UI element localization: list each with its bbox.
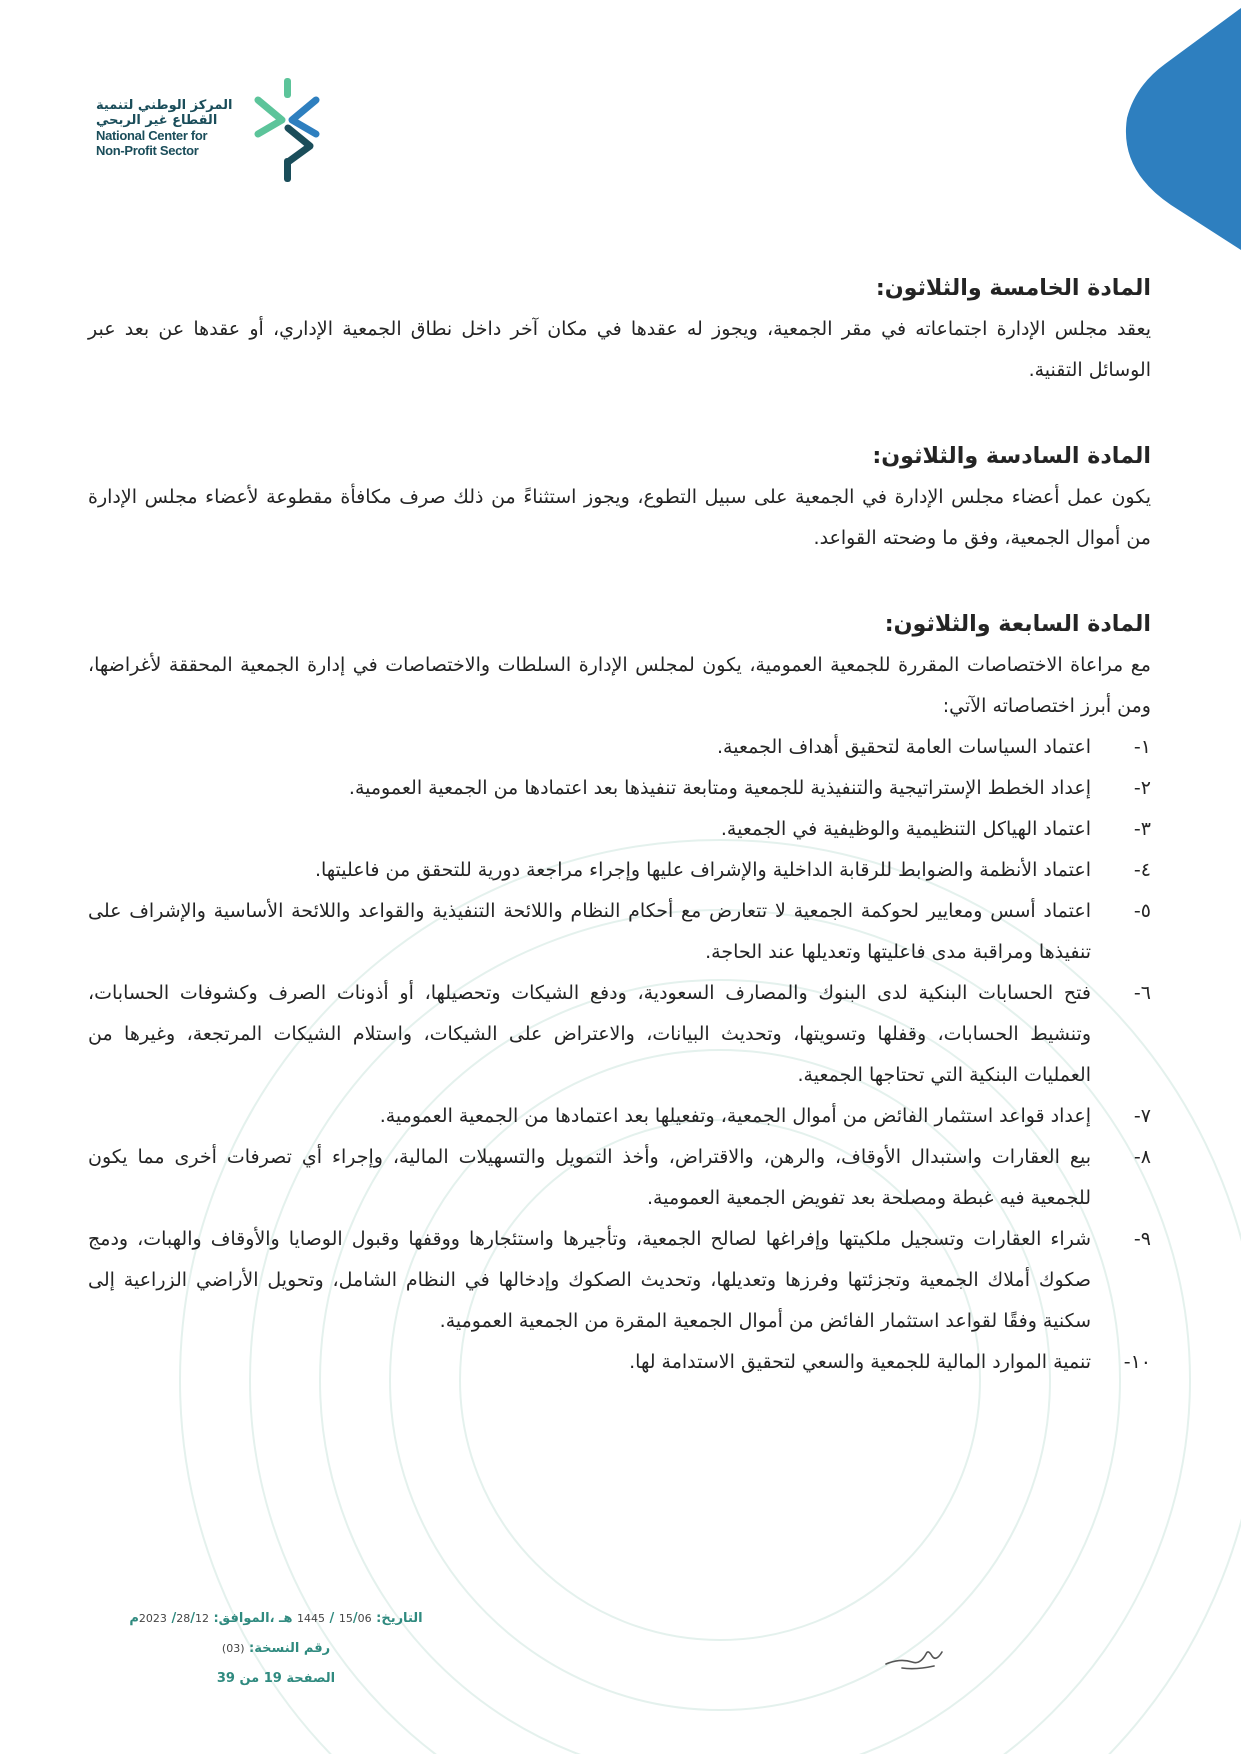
article-title: المادة الخامسة والثلاثون: [875, 275, 1151, 301]
document-body [88, 268, 1151, 1428]
list-item [88, 768, 1151, 809]
page-current: 19 [263, 1671, 282, 1686]
article-35 [88, 268, 1151, 391]
item-number: ٧- [1133, 1105, 1151, 1127]
list-item [88, 891, 1151, 973]
article-36 [88, 436, 1151, 559]
list-item [88, 1096, 1151, 1137]
date-label: التاريخ: [376, 1611, 423, 1626]
item-text: بيع العقارات واستبدال الأوقاف، والرهن، والاقتراض، وأخذ التمويل والتسهيلات المالية، وإجراء أي تصرفات أخرى مما يكون للجمعية فيه غبطة ومصلحة بعد تفويض الجمعية العمومية. [88, 1146, 1091, 1209]
page-total: 39 [216, 1671, 235, 1686]
logo-english-line-2: Non-Profit Sector [96, 143, 199, 158]
logo-arabic-line-1: المركز الوطني لتنمية [96, 98, 233, 113]
list-item [88, 973, 1151, 1096]
item-text: تنمية الموارد المالية للجمعية والسعي لتحقيق الاستدامة لها. [629, 1351, 1091, 1373]
item-number: ٢- [1133, 777, 1151, 799]
version-value: (03) [221, 1642, 245, 1655]
powers-list [88, 727, 1151, 1383]
greg-suffix: م [129, 1611, 139, 1626]
greg-year: 2023 [138, 1612, 167, 1625]
version-label: رقم النسخة: [249, 1641, 331, 1656]
item-text: اعتماد أسس ومعايير لحوكمة الجمعية لا تتعارض مع أحكام النظام واللائحة التنفيذية والقواعد واللائحة الأساسية والإشراف على تنفيذها ومراقبة مدى فاعليتها وتعديلها عند الحاجة. [88, 900, 1091, 963]
article-body: يكون عمل أعضاء مجلس الإدارة في الجمعية على سبيل التطوع، ويجوز استثناءً من ذلك صرف مكافأة مقطوعة لأعضاء مجلس الإدارة من أموال الجمعية، وفق ما وضحته القواعد. [88, 486, 1151, 549]
list-item [88, 809, 1151, 850]
signature-mark [882, 1640, 952, 1674]
item-text: اعتماد الأنظمة والضوابط للرقابة الداخلية والإشراف عليها وإجراء مراجعة دورية للتحقق من فاعليتها. [314, 859, 1091, 881]
page-of: من [239, 1671, 260, 1686]
footer-page-number [96, 1664, 456, 1694]
article-title: المادة السابعة والثلاثون: [884, 611, 1151, 637]
item-text: فتح الحسابات البنكية لدى البنوك والمصارف السعودية، ودفع الشيكات وتحصيلها، أو أذونات الصرف وكشوفات الحسابات، وتنشيط الحسابات، وقفلها وتسويتها، وتحديث البيانات، والاعتراض على الشيكات، واستلام الشيكات المرتجعة، وغيرها من العمليات البنكية التي تحتاجها الجمعية. [88, 982, 1091, 1086]
article-body: يعقد مجلس الإدارة اجتماعاته في مقر الجمعية، ويجوز له عقدها في مكان آخر داخل نطاق الجمعية الإداري، أو عقدها عن بعد عبر الوسائل التقنية. [88, 318, 1151, 381]
article-title: المادة السادسة والثلاثون: [872, 443, 1151, 469]
logo-text [96, 98, 246, 158]
item-number: ٤- [1133, 859, 1151, 881]
item-text: شراء العقارات وتسجيل ملكيتها وإفراغها لصالح الجمعية، وتأجيرها واستئجارها ووقفها وقبول الوصايا والأوقاف والهبات، ودمج صكوك أملاك الجمعية وتجزئتها وفرزها وتعديلها، وتحديث الصكوك وإدخالها في النظام الشامل، وتحويل الأراضي الزراعية إلى سكنية وفقًا لقواعد استثمار الفائض من أموال الجمعية المقرة من الجمعية العمومية. [88, 1228, 1091, 1332]
corner-decoration [1101, 0, 1241, 260]
list-item [88, 1137, 1151, 1219]
document-footer [96, 1604, 456, 1694]
item-number: ٩- [1133, 1228, 1151, 1250]
item-number: ١- [1133, 736, 1151, 758]
article-body: مع مراعاة الاختصاصات المقررة للجمعية العمومية، يكون لمجلس الإدارة السلطات والاختصاصات في إدارة الجمعية المحققة لأغراضها، ومن أبرز اختصاصاته الآتي: [88, 654, 1151, 717]
item-number: ٣- [1133, 818, 1151, 840]
article-37 [88, 604, 1151, 1383]
item-number: ٦- [1133, 982, 1151, 1004]
list-item [88, 850, 1151, 891]
hijri-month: 06 [357, 1612, 372, 1625]
list-item [88, 1219, 1151, 1342]
list-item [88, 1342, 1151, 1383]
logo-arabic-line-2: القطاع غير الربحي [96, 113, 218, 128]
footer-date: التاريخ: 15/06 / 1445 هـ ،الموافق: 28/12/ 2023م [129, 1611, 423, 1626]
item-text: إعداد الخطط الإستراتيجية والتنفيذية للجمعية ومتابعة تنفيذها بعد اعتمادها من الجمعية العمومية. [348, 777, 1091, 799]
item-number: ٨- [1133, 1146, 1151, 1168]
page-label: الصفحة [286, 1671, 336, 1686]
item-text: اعتماد السياسات العامة لتحقيق أهداف الجمعية. [717, 736, 1091, 758]
footer-version [96, 1634, 456, 1664]
ncnp-logo [96, 78, 336, 182]
item-number: ٥- [1133, 900, 1151, 922]
item-text: إعداد قواعد استثمار الفائض من أموال الجمعية، وتفعيلها بعد اعتمادها من الجمعية العمومية. [379, 1105, 1091, 1127]
logo-english-line-1: National Center for [96, 128, 208, 143]
hijri-suffix: هـ ،الموافق: [213, 1611, 293, 1626]
logo-mark-icon [248, 78, 328, 182]
item-number: ١٠- [1123, 1351, 1151, 1373]
list-item [88, 727, 1151, 768]
greg-day: 28 [176, 1612, 191, 1625]
hijri-year: 1445 [297, 1612, 326, 1625]
item-text: اعتماد الهياكل التنظيمية والوظيفية في الجمعية. [720, 818, 1091, 840]
hijri-day: 15 [338, 1612, 353, 1625]
greg-month: 12 [194, 1612, 209, 1625]
